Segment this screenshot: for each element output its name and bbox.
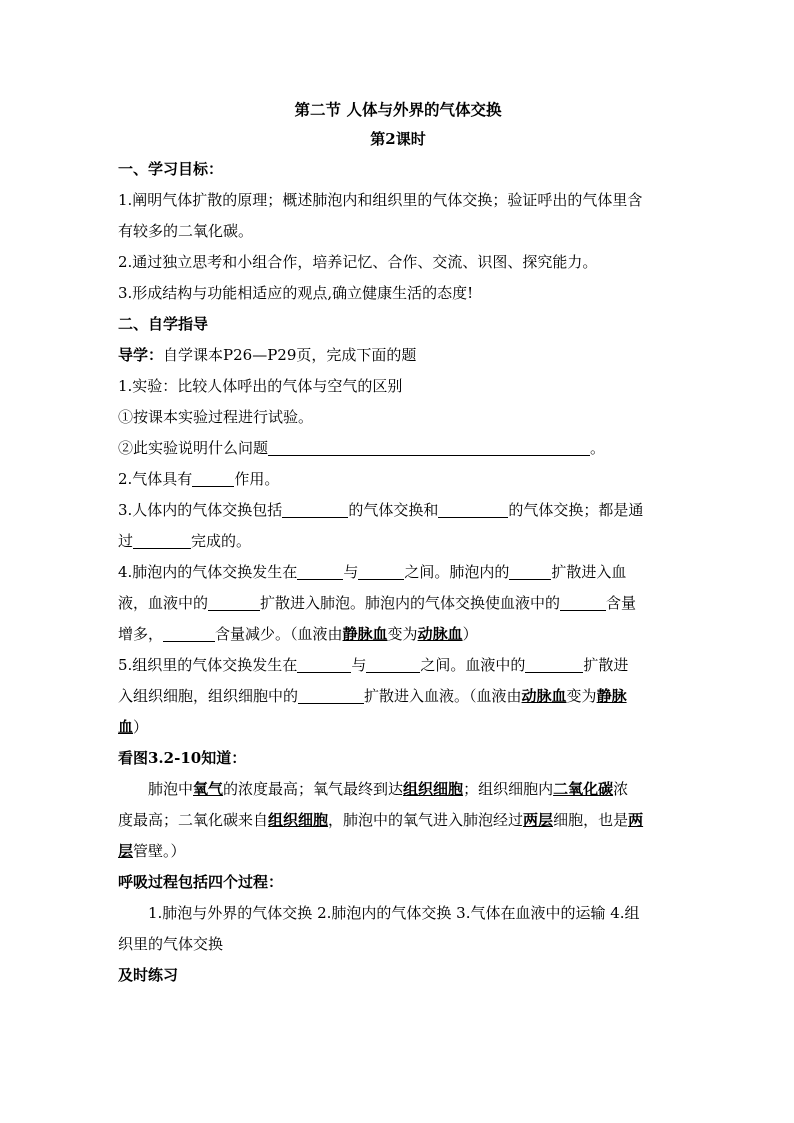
question-5-text: ） [133, 718, 149, 736]
blank-field[interactable] [298, 685, 364, 704]
question-4-text: 含量 [606, 594, 637, 612]
question-4-line-2 [118, 588, 678, 619]
blank-field[interactable] [268, 437, 590, 456]
section-heading-guide: 二、自学指导 [118, 315, 209, 333]
figure-text: 管壁。） [133, 842, 186, 860]
goal-3: 3.形成结构与功能相适应的观点,确立健康生活的态度! [118, 284, 474, 302]
question-2 [118, 464, 678, 495]
question-5-text: 5.组织里的气体交换发生在 [118, 656, 298, 674]
guide-label: 导学： [118, 346, 164, 364]
question-2-end: 作用。 [234, 470, 280, 488]
question-4-text: ） [462, 625, 478, 643]
figure-text: 浓 [613, 780, 629, 798]
question-1-a: ①按课本实验过程进行试验。 [118, 408, 314, 426]
document-page [118, 96, 678, 991]
blank-field[interactable] [525, 654, 583, 673]
question-3-text: 的气体交换；都是通 [508, 501, 644, 519]
goal-1-line-2: 有较多的二氧化碳。 [118, 222, 254, 240]
question-4-text: 变为 [387, 625, 418, 643]
question-3-text: 完成的。 [191, 532, 252, 550]
question-5-text: 变为 [566, 687, 597, 705]
question-4-text: 扩散进入肺泡。肺泡内的气体交换使血液中的 [260, 594, 561, 612]
question-4-text: 液，血液中的 [118, 594, 209, 612]
underlined-term: 组织细胞 [268, 811, 329, 829]
blank-field[interactable] [509, 561, 551, 580]
goal-1-line-1: 1.阐明气体扩散的原理；概述肺泡内和组织里的气体交换；验证呼出的气体里含 [118, 191, 643, 209]
question-4-line-1 [118, 557, 678, 588]
figure-text: 肺泡中 [148, 780, 194, 798]
blank-field[interactable] [297, 561, 343, 580]
question-3-text: 过 [118, 532, 134, 550]
question-3-text: 的气体交换和 [348, 501, 439, 519]
question-3-line-2 [118, 526, 678, 557]
question-3-text: 3.人体内的气体交换包括 [118, 501, 283, 519]
blank-field[interactable] [438, 499, 508, 518]
blank-field[interactable] [366, 654, 420, 673]
section-heading-goals: 一、学习目标： [118, 160, 224, 178]
blank-field[interactable] [282, 499, 348, 518]
question-5-line-2 [118, 681, 678, 712]
section-heading-practice: 及时练习 [118, 966, 179, 984]
question-1-b [118, 433, 678, 464]
question-5-text: 与 [351, 656, 367, 674]
question-5-text: 扩散进 [583, 656, 629, 674]
question-1: 1.实验：比较人体呼出的气体与空气的区别 [118, 377, 403, 395]
section-heading-process: 呼吸过程包括四个过程： [118, 873, 284, 891]
question-4-text: 扩散进入血 [551, 563, 627, 581]
blank-field[interactable] [133, 530, 191, 549]
blank-field[interactable] [192, 468, 234, 487]
question-4-text: 与 [343, 563, 359, 581]
figure-text: 的浓度最高；氧气最终到达 [223, 780, 404, 798]
blank-field[interactable] [297, 654, 351, 673]
blank-field[interactable] [560, 592, 606, 611]
question-5-line-1 [118, 650, 678, 681]
underlined-term: 二氧化碳 [553, 780, 614, 798]
question-5-text: 入组织细胞，组织细胞中的 [118, 687, 299, 705]
question-4-text: 之间。肺泡内的 [404, 563, 510, 581]
underlined-term: 静脉 [596, 687, 627, 705]
underlined-term: 静脉血 [342, 625, 388, 643]
underlined-term: 血 [118, 718, 134, 736]
blank-field[interactable] [163, 623, 215, 642]
underlined-term: 两层 [523, 811, 554, 829]
underlined-term: 两 [628, 811, 644, 829]
question-4-line-3 [118, 619, 678, 650]
figure-line-3 [118, 836, 678, 867]
document-title: 第二节 人体与外界的气体交换 [294, 100, 502, 119]
underlined-term: 动脉血 [521, 687, 567, 705]
guide-line [118, 340, 678, 371]
lesson-number: 第2课时 [370, 130, 426, 148]
question-4-text: 含量减少。（血液由 [215, 625, 343, 643]
figure-text: 细胞，也是 [553, 811, 629, 829]
question-3-line-1 [118, 495, 678, 526]
question-5-text: 之间。血液中的 [420, 656, 526, 674]
process-line-2: 织里的气体交换 [118, 935, 224, 953]
question-4-text: 4.肺泡内的气体交换发生在 [118, 563, 298, 581]
figure-text: ；组织细胞内 [463, 780, 554, 798]
question-5-line-3 [118, 712, 678, 743]
underlined-term: 氧气 [193, 780, 224, 798]
figure-text: 度最高；二氧化碳来自 [118, 811, 269, 829]
question-1-b-text: ②此实验说明什么问题 [118, 439, 269, 457]
underlined-term: 层 [118, 842, 134, 860]
question-1-b-end: 。 [590, 439, 606, 457]
question-2-text: 2.气体具有 [118, 470, 193, 488]
section-heading-figure: 看图3.2-10知道： [118, 749, 247, 767]
blank-field[interactable] [208, 592, 260, 611]
question-4-text: 增多， [118, 625, 164, 643]
figure-line-1 [118, 774, 678, 805]
process-line-1: 1.肺泡与外界的气体交换 2.肺泡内的气体交换 3.气体在血液中的运输 4.组 [148, 904, 640, 922]
guide-text: 自学课本P26—P29页，完成下面的题 [163, 346, 417, 364]
figure-text: ，肺泡中的氧气进入肺泡经过 [328, 811, 524, 829]
underlined-term: 组织细胞 [403, 780, 464, 798]
question-5-text: 扩散进入血液。（血液由 [364, 687, 522, 705]
blank-field[interactable] [358, 561, 404, 580]
goal-2: 2.通过独立思考和小组合作，培养记忆、合作、交流、识图、探究能力。 [118, 253, 598, 271]
underlined-term: 动脉血 [417, 625, 463, 643]
figure-line-2 [118, 805, 678, 836]
